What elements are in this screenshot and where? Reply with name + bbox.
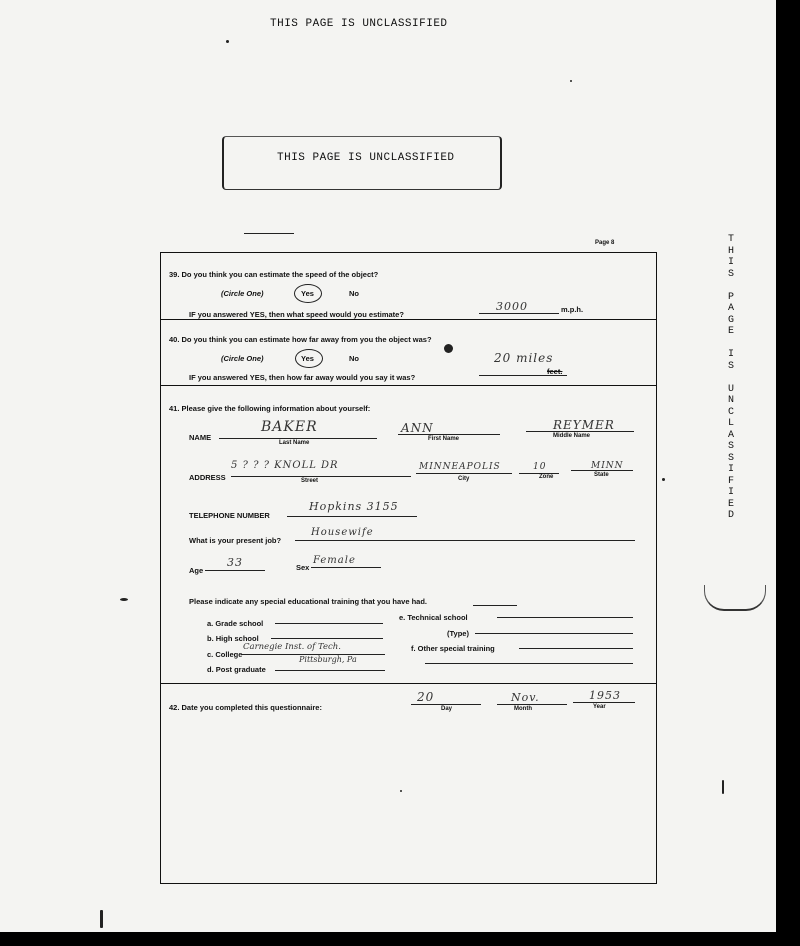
q42-question: 42. Date you completed this questionnaire: [169, 703, 322, 712]
side-classification-stamp: T H I S P A G E I S U N C L A S S I F I E D [727, 234, 734, 521]
grade-school-line [275, 623, 383, 624]
month-line [497, 704, 567, 705]
side-bracket [704, 585, 766, 611]
post-graduate-label: d. Post graduate [207, 665, 266, 674]
q40-no-option[interactable]: No [349, 354, 359, 363]
speck [722, 780, 724, 794]
q40-yes-option[interactable]: Yes [301, 354, 314, 363]
q39-question: 39. Do you think you can estimate the speed of the object? [169, 270, 379, 279]
name-label: NAME [189, 433, 212, 442]
year-caption: Year [593, 704, 606, 710]
q39-no-option[interactable]: No [349, 289, 359, 298]
distance-value: 20 miles [494, 351, 554, 365]
top-classification-stamp: THIS PAGE IS UNCLASSIFIED [270, 18, 448, 30]
first-name-caption: First Name [428, 436, 460, 442]
city-value: MINNEAPOLIS [419, 462, 501, 472]
questionnaire-form [160, 252, 657, 884]
month-caption: Month [514, 706, 532, 712]
middle-name-caption: Middle Name [553, 433, 591, 439]
q39-yes-circled [294, 284, 322, 303]
high-school-line [271, 638, 383, 639]
box-classification-stamp: THIS PAGE IS UNCLASSIFIED [277, 152, 455, 164]
q40-if-yes: IF you answered YES, then how far away would you say it was? [189, 373, 416, 382]
speed-unit: m.p.h. [561, 305, 584, 314]
day-line [411, 704, 481, 705]
year-value: 1953 [589, 689, 621, 702]
speck [120, 598, 128, 601]
city-line [416, 473, 512, 474]
type-label: (Type) [447, 629, 469, 638]
state-line [571, 470, 633, 471]
high-school-label: b. High school [207, 634, 259, 643]
college-value: Carnegie Inst. of Tech. [243, 642, 341, 652]
job-value: Housewife [311, 527, 374, 538]
street-caption: Street [301, 478, 319, 484]
age-value: 33 [227, 556, 243, 569]
telephone-label: TELEPHONE NUMBER [189, 511, 270, 520]
college-location: Pittsburgh, Pa [299, 655, 357, 664]
speck [100, 910, 103, 928]
telephone-value: Hopkins 3155 [309, 500, 399, 513]
middle-name-line [526, 431, 634, 432]
first-name-line [398, 434, 500, 435]
q40-circle-one: (Circle One) [221, 354, 264, 363]
other-training-label: f. Other special training [411, 644, 495, 653]
street-line [231, 476, 411, 477]
month-value: Nov. [511, 691, 540, 704]
technical-school-line [497, 617, 633, 618]
telephone-line [287, 516, 417, 517]
stray-line [244, 233, 294, 234]
type-line [475, 633, 633, 634]
distance-unit: feet. [547, 367, 563, 376]
last-name-value: BAKER [261, 419, 318, 435]
education-label: Please indicate any special educational training that you have had. [189, 597, 427, 606]
speed-value: 3000 [496, 300, 528, 313]
zone-value: 10 [533, 462, 547, 472]
city-caption: City [458, 476, 470, 482]
street-value: 5 ? ? ? KNOLL DR [231, 460, 339, 471]
sex-label: Sex [296, 563, 310, 572]
job-line [295, 540, 635, 541]
job-label: What is your present job? [189, 536, 282, 545]
divider [161, 319, 656, 320]
technical-school-label: e. Technical school [399, 613, 468, 622]
zone-caption: Zone [539, 474, 554, 480]
page-number: Page 8 [595, 240, 615, 246]
last-name-caption: Last Name [279, 440, 310, 446]
middle-name-value: REYMER [553, 418, 615, 432]
other-training-line-2 [425, 663, 633, 664]
age-label: Age [189, 566, 204, 575]
grade-school-label: a. Grade school [207, 619, 264, 628]
day-caption: Day [441, 706, 453, 712]
q39-yes-option[interactable]: Yes [301, 289, 314, 298]
address-label: ADDRESS [189, 473, 226, 482]
other-training-line [519, 648, 633, 649]
stray-mark [473, 605, 517, 606]
year-line [573, 702, 635, 703]
q39-if-yes: IF you answered YES, then what speed would you estimate? [189, 310, 404, 319]
divider [161, 683, 656, 684]
college-label: c. College [207, 650, 243, 659]
sex-value: Female [313, 555, 356, 566]
q39-circle-one: (Circle One) [221, 289, 264, 298]
q41-question: 41. Please give the following information about yourself: [169, 404, 371, 413]
q40-yes-circled [295, 349, 323, 368]
post-graduate-line [275, 670, 385, 671]
sex-line [311, 567, 381, 568]
divider [161, 385, 656, 386]
q40-question: 40. Do you think you can estimate how far away from you the object was? [169, 335, 432, 344]
first-name-value: ANN [401, 421, 434, 435]
state-value: MINN [591, 461, 624, 471]
speck [226, 40, 229, 43]
speck [662, 478, 665, 481]
last-name-line [219, 438, 377, 439]
state-caption: State [594, 472, 609, 478]
speed-line [479, 313, 559, 314]
speck [570, 80, 572, 82]
day-value: 20 [417, 690, 435, 704]
age-line [205, 570, 265, 571]
